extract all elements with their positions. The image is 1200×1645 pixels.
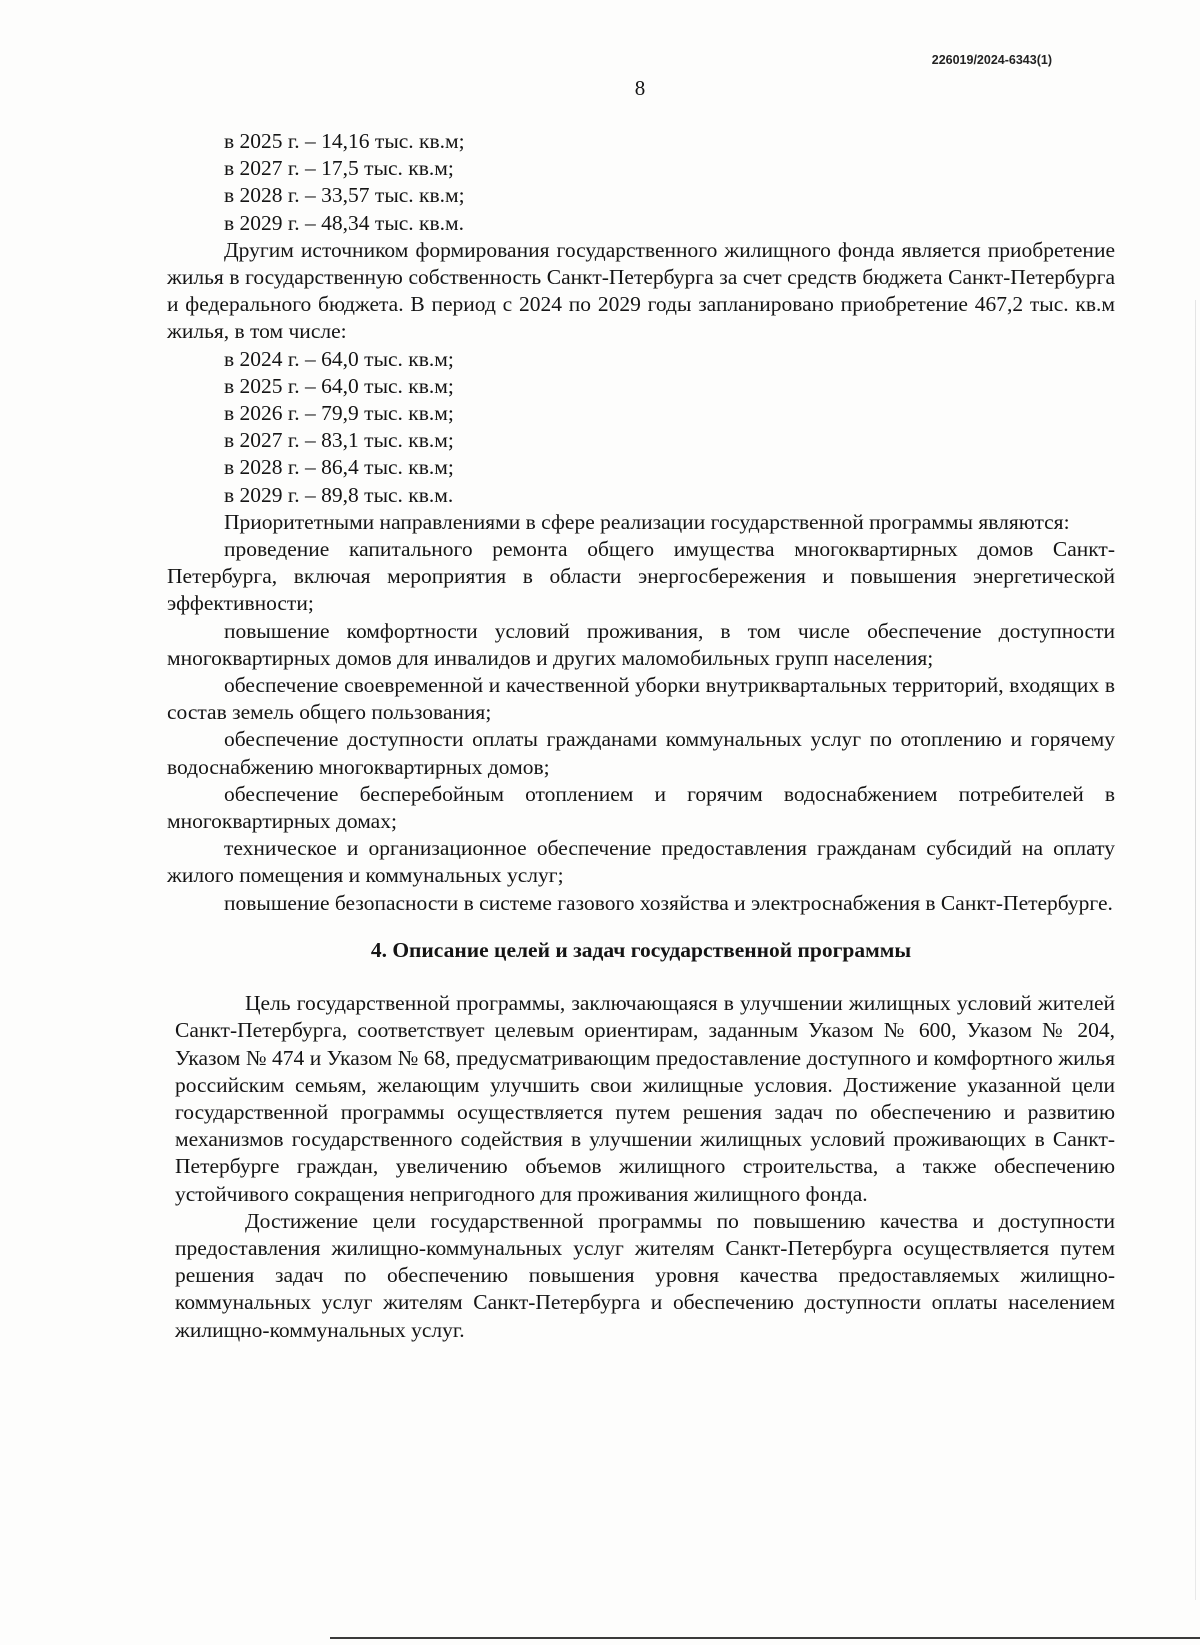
list-item: в 2028 г. – 86,4 тыс. кв.м; xyxy=(224,455,454,480)
priority-item: техническое и организационное обеспечение предоставления гражданам субсидий на оплату жилого помещения и коммунальных услуг; xyxy=(167,836,1115,888)
list-item: в 2027 г. – 83,1 тыс. кв.м; xyxy=(224,428,454,453)
priority-item: обеспечение бесперебойным отоплением и горячим водоснабжением потребителей в многоквартирных домах; xyxy=(167,781,1115,834)
document-body xyxy=(167,128,1115,1344)
list-item: в 2029 г. – 89,8 тыс. кв.м. xyxy=(224,482,454,507)
list-item: в 2028 г. – 33,57 тыс. кв.м; xyxy=(224,183,465,208)
priority-item: повышение комфортности условий проживания, в том числе обеспечение доступности многоквартирных домов для инвалидов и других маломобильных групп населения; xyxy=(167,618,1115,670)
priority-item: обеспечение своевременной и качественной уборки внутриквартальных территорий, входящих в состав земель общего пользования; xyxy=(167,673,1115,725)
scan-bottom-edge xyxy=(330,1637,1200,1639)
list-item: в 2025 г. – 14,16 тыс. кв.м; xyxy=(224,129,465,153)
page-number: 8 xyxy=(634,76,646,100)
priority-item: обеспечение доступности оплаты гражданами коммунальных услуг по отоплению и горячему водоснабжению многоквартирных домов; xyxy=(167,727,1115,779)
section-paragraph: Цель государственной программы, заключающаяся в улучшении жилищных условий жителей Санкт-Петербурга, соответствует целевым ориентирам, заданным Указом № 600, Указом № 204, Указом № 474 и Указом № 68, предусматривающим предоставление доступного и комфортного жилья российским семьям, желающим улучшить свои жилищные условия. Достижение указанной цели государственной программы осуществляется путем решения задач по обеспечению и развитию механизмов государственного содействия в улучшении жилищных условий проживающих в Санкт-Петербурге граждан, увеличению объемов жилищного строительства, а также обеспечению устойчивого сокращения непригодного для проживания жилищного фонда. xyxy=(175,991,1115,1206)
priority-item: повышение безопасности в системе газового хозяйства и электроснабжения в Санкт-Петербурге. xyxy=(224,890,1113,915)
list-item: в 2027 г. – 17,5 тыс. кв.м; xyxy=(224,156,454,181)
list-item: в 2026 г. – 79,9 тыс. кв.м; xyxy=(224,401,454,426)
list-item: в 2024 г. – 64,0 тыс. кв.м; xyxy=(224,346,454,371)
section-paragraph: Достижение цели государственной программы по повышению качества и доступности предоставления жилищно-коммунальных услуг жителям Санкт-Петербурга осуществляется путем решения задач по обеспечению повышения уровня качества предоставляемых жилищно-коммунальных услуг жителям Санкт-Петербурга и обеспечению доступности оплаты населением жилищно-коммунальных услуг. xyxy=(175,1208,1115,1342)
scan-edge-line xyxy=(1195,300,1196,1600)
paragraph-other-source: Другим источником формирования государственного жилищного фонда является приобретение жилья в государственную собственность Санкт-Петербурга за счет средств бюджета Санкт-Петербурга и федерального бюджета. В период с 2024 по 2029 годы запланировано приобретение 467,2 тыс. кв.м жилья, в том числе: xyxy=(167,237,1115,344)
list-item: в 2025 г. – 64,0 тыс. кв.м; xyxy=(224,373,454,398)
list-item: в 2029 г. – 48,34 тыс. кв.м. xyxy=(224,210,465,235)
priority-item: проведение капитального ремонта общего имущества многоквартирных домов Санкт-Петербурга, включая мероприятия в области энергосбережения и повышения энергетической эффективности; xyxy=(167,537,1115,616)
section-heading: 4. Описание целей и задач государственной программы xyxy=(370,937,912,962)
paragraph-priorities: Приоритетными направлениями в сфере реализации государственной программы являются: xyxy=(224,509,1070,534)
document-id: 226019/2024-6343(1) xyxy=(931,53,1052,67)
